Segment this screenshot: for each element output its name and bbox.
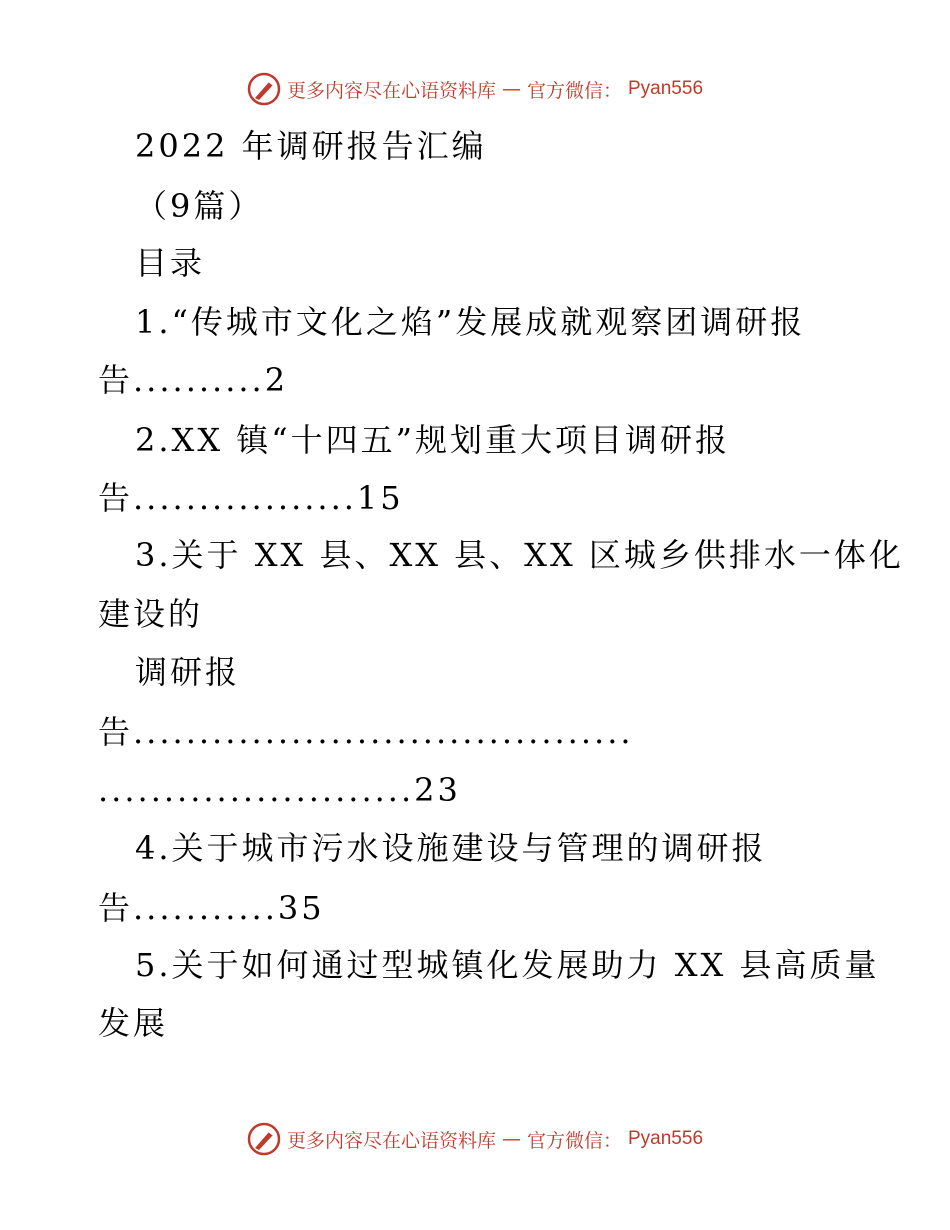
banner-sub-text: 官方微信： <box>526 1129 622 1152</box>
toc-item-5-line2: 发展 <box>98 1004 169 1042</box>
banner-wechat-id: Pyan556 <box>628 78 704 99</box>
banner-dash: — <box>501 1128 521 1150</box>
toc-item-3-line4: 告...................................... <box>98 713 634 751</box>
banner-sub-text: 官方微信： <box>526 79 622 102</box>
pen-logo-icon <box>247 1122 281 1156</box>
banner-dash: — <box>501 78 521 100</box>
toc-item-3-line2: 建设的 <box>98 595 204 633</box>
banner-wechat-id: Pyan556 <box>628 1128 704 1149</box>
footer-banner <box>0 1122 950 1156</box>
toc-item-3-line5: ........................23 <box>98 771 461 809</box>
banner-main-text: 更多内容尽在心语资料库 <box>286 79 496 102</box>
toc-item-1-line2: 告..........2 <box>98 361 289 399</box>
document-count: （9篇） <box>135 187 264 225</box>
document-title: 2022 年调研报告汇编 <box>135 127 487 165</box>
toc-heading: 目录 <box>135 244 206 282</box>
toc-item-2-line2: 告.................15 <box>98 479 404 517</box>
toc-item-5-line1: 5.关于如何通过型城镇化发展助力 XX 县高质量 <box>135 946 880 984</box>
toc-item-3-line3: 调研报 <box>135 653 241 691</box>
toc-item-4-line1: 4.关于城市污水设施建设与管理的调研报 <box>135 829 767 867</box>
toc-item-1-line1: 1.“传城市文化之焰”发展成就观察团调研报 <box>135 303 806 341</box>
toc-item-2-line1: 2.XX 镇“十四五”规划重大项目调研报 <box>135 421 730 459</box>
banner-main-text: 更多内容尽在心语资料库 <box>286 1129 496 1152</box>
toc-item-3-line1: 3.关于 XX 县、XX 县、XX 区城乡供排水一体化 <box>135 536 904 574</box>
toc-item-4-line2: 告...........35 <box>98 889 325 927</box>
